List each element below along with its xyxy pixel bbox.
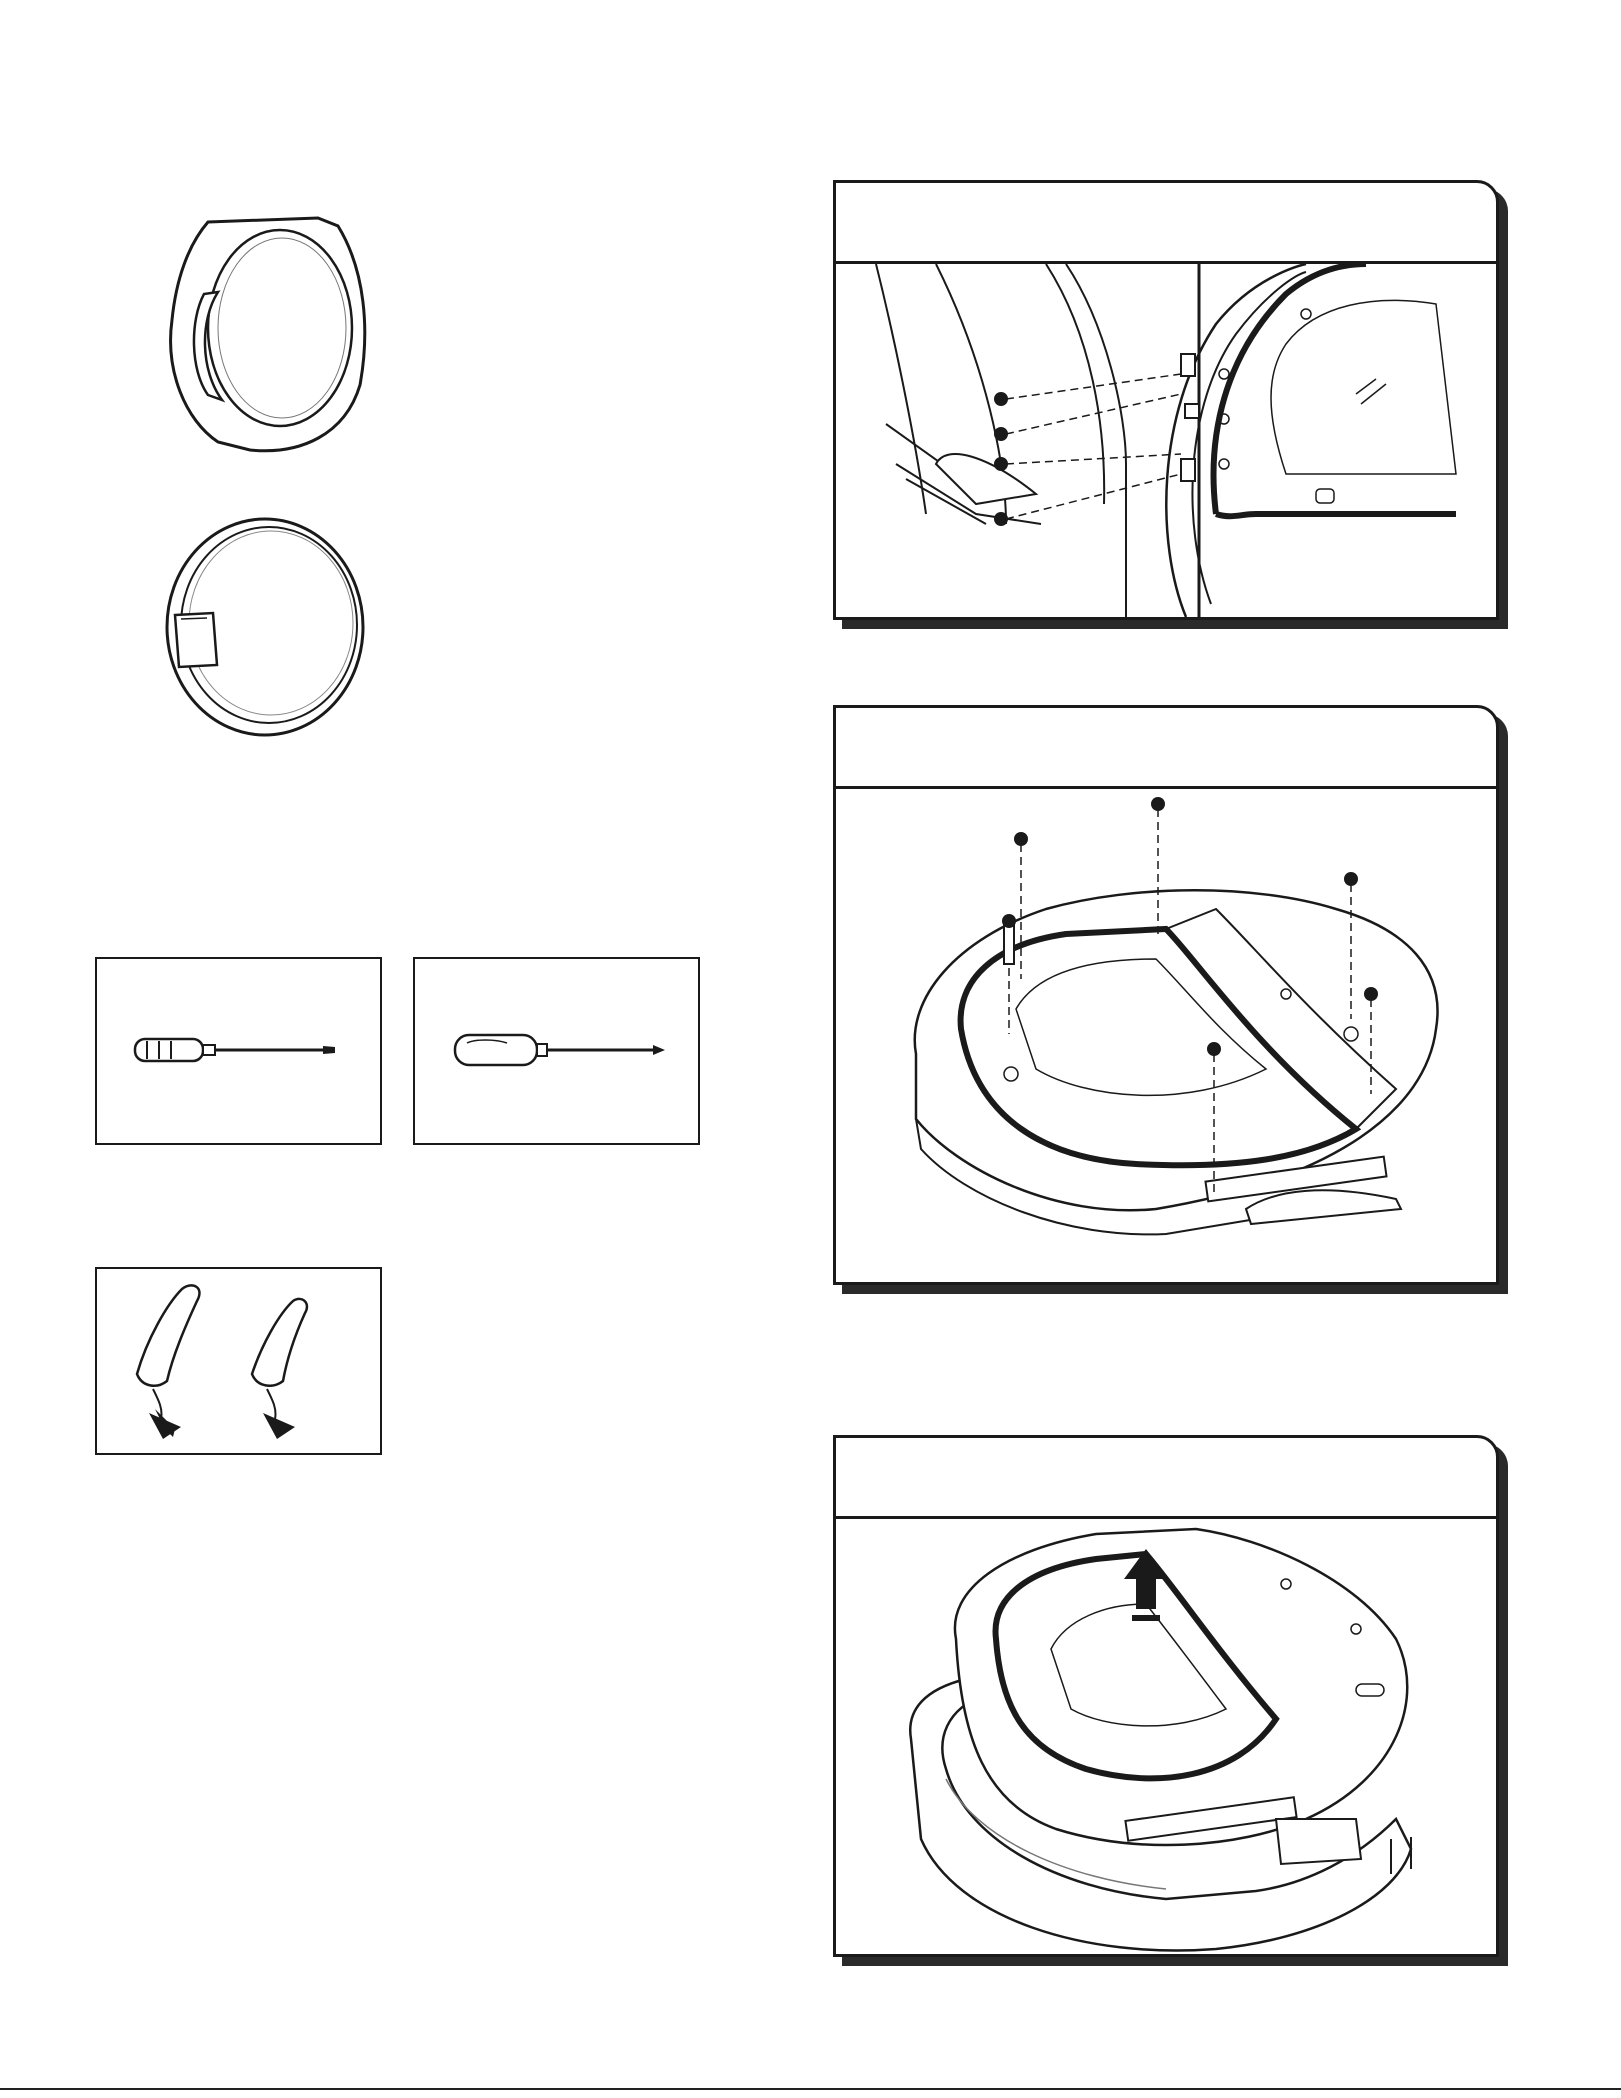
phillips-screwdriver-icon (415, 959, 698, 1143)
step-3-illustration (836, 1519, 1496, 1954)
hinge-screws-icon (836, 264, 1496, 617)
step-3-panel (833, 1435, 1499, 1957)
step-1-illustration (836, 264, 1496, 617)
door-style-a-illustration (160, 210, 390, 460)
door-style-b-illustration (155, 515, 370, 740)
lift-panel-icon (836, 1519, 1496, 1954)
door-handles-icon (97, 1269, 380, 1453)
flat-screwdriver-icon (97, 959, 380, 1143)
step-1-header (836, 183, 1496, 264)
phillips-screwdriver-box (413, 957, 700, 1145)
step-3-header (836, 1438, 1496, 1519)
step-2-header (836, 708, 1496, 789)
flat-screwdriver-box (95, 957, 382, 1145)
handles-box (95, 1267, 382, 1455)
step-1-panel (833, 180, 1499, 620)
step-2-illustration (836, 789, 1496, 1282)
step-2-panel (833, 705, 1499, 1285)
footer-rule (0, 2088, 1621, 2090)
door-screws-icon (836, 789, 1496, 1282)
